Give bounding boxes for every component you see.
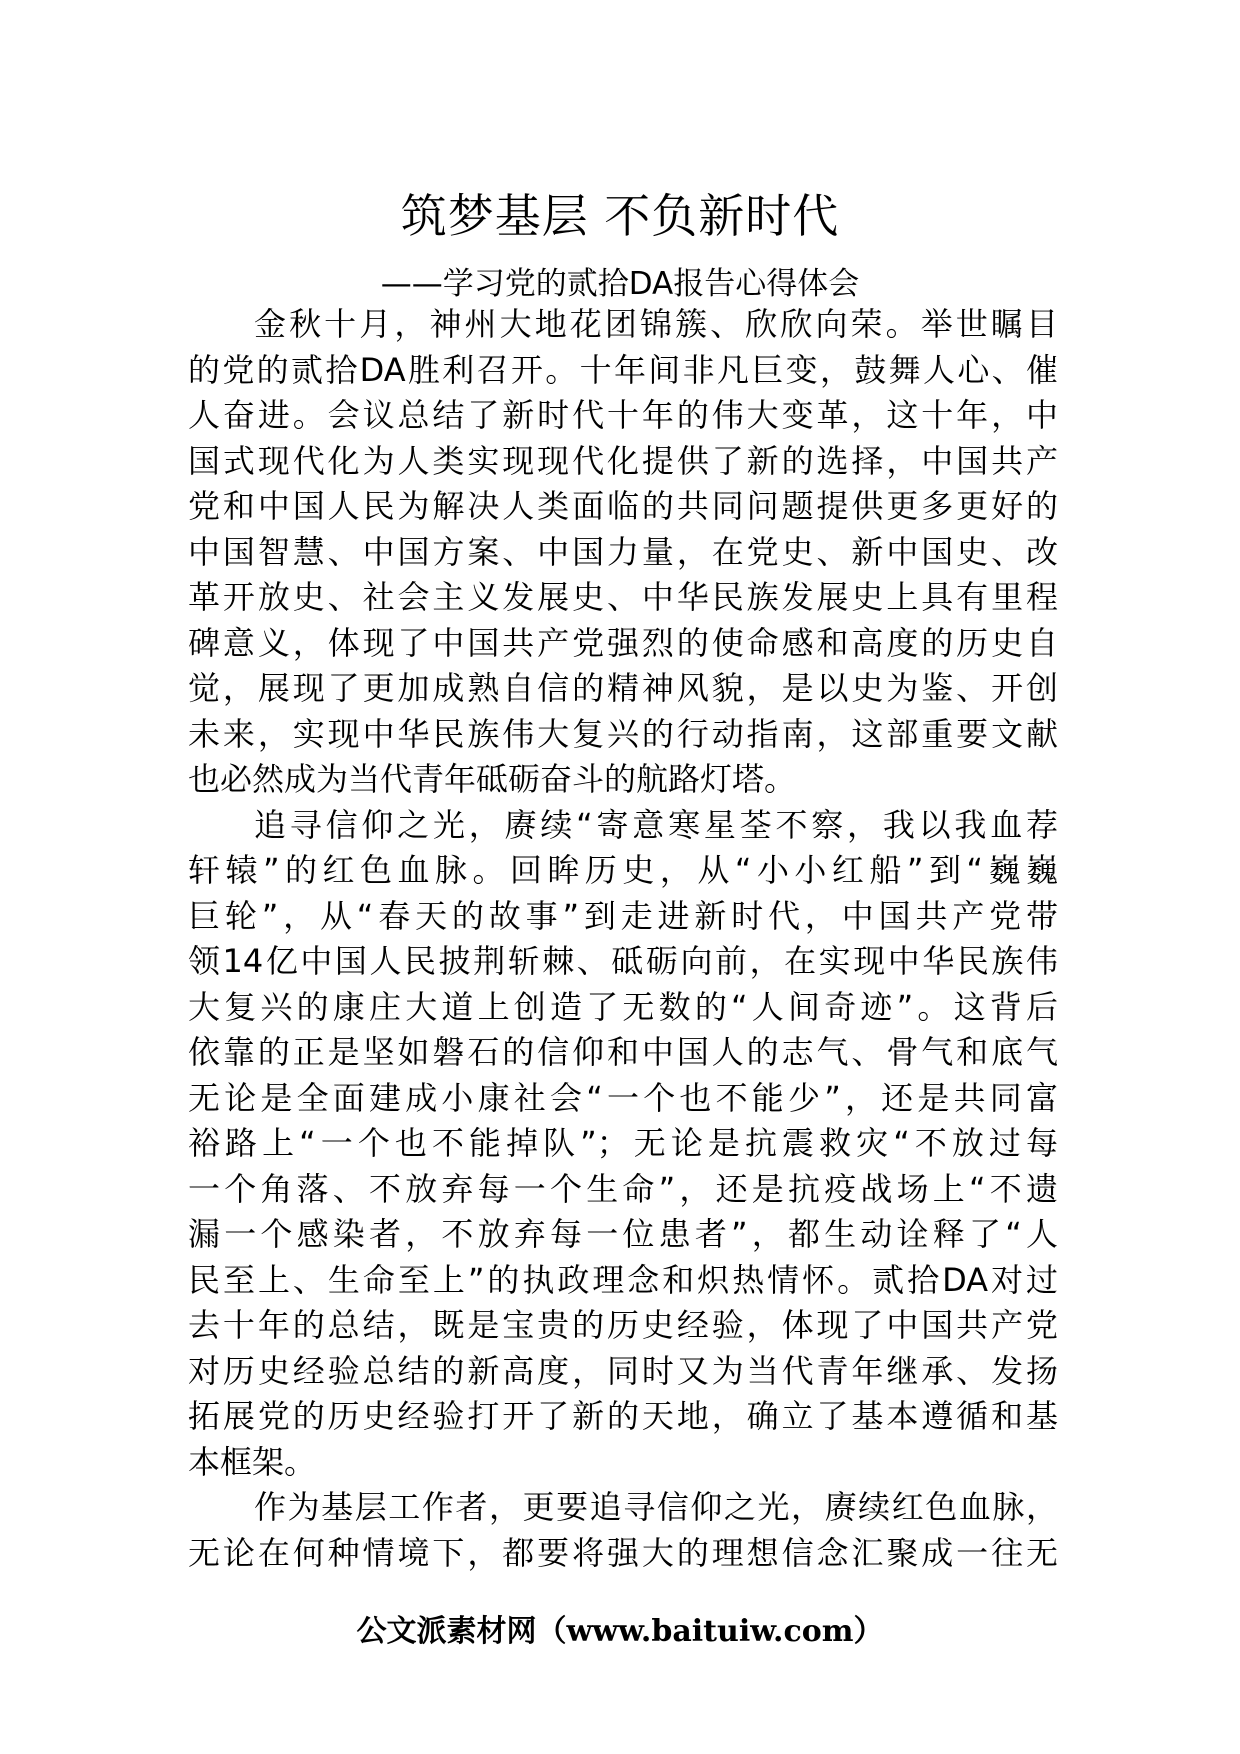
- document-body: [188, 302, 1058, 1576]
- paragraph-1-line: 也必然成为当代青年砥砺奋斗的航路灯塔。: [188, 760, 797, 798]
- paragraph-1-line: 金秋十月，神州大地花团锦簇、欣欣向荣。举世瞩目: [254, 305, 1058, 343]
- paragraph-2-line: 裕路上“一个也不能掉队”；无论是抗震救灾“不放过每: [188, 1124, 1058, 1162]
- document-title: 筑梦基层 不负新时代: [400, 189, 840, 243]
- paragraph-2-line: 无论是全面建成小康社会“一个也不能少”，还是共同富: [188, 1078, 1058, 1117]
- paragraph-2-line: 追寻信仰之光，赓续“寄意寒星荃不察，我以我血荐: [254, 805, 1058, 844]
- paragraph-2-line: 领14亿中国人民披荆斩棘、砥砺向前，在实现中华民族伟: [188, 942, 1058, 980]
- paragraph-2-line: 漏一个感染者，不放弃每一位患者”，都生动诠释了“人: [188, 1215, 1058, 1253]
- document-subtitle: ——学习党的贰拾DA报告心得体会: [380, 266, 860, 302]
- paragraph-1-line: 觉，展现了更加成熟自信的精神风貌，是以史为鉴、开创: [188, 669, 1058, 707]
- paragraph-2-line: 巨轮”，从“春天的故事”到走进新时代，中国共产党带: [188, 896, 1058, 935]
- paragraph-3-line: 作为基层工作者，更要追寻信仰之光，赓续红色血脉，: [254, 1488, 1058, 1526]
- paragraph-3-line: 无论在何种情境下，都要将强大的理想信念汇聚成一往无: [188, 1533, 1058, 1572]
- paragraph-2-line: 依靠的正是坚如磐石的信仰和中国人的志气、骨气和底气: [188, 1033, 1058, 1071]
- paragraph-1-line: 未来，实现中华民族伟大复兴的行动指南，这部重要文献: [188, 714, 1058, 753]
- paragraph-2-line: 一个角落、不放弃每一个生命”，还是抗疫战场上“不遗: [188, 1169, 1058, 1208]
- paragraph-1-line: 国式现代化为人类实现现代化提供了新的选择，中国共产: [188, 441, 1058, 480]
- footer-watermark: 公文派素材网（www.baituiw.com）: [356, 1614, 884, 1649]
- paragraph-1-line: 人奋进。会议总结了新时代十年的伟大变革，这十年，中: [188, 396, 1058, 434]
- paragraph-1-line: 的党的贰拾DA胜利召开。十年间非凡巨变，鼓舞人心、催: [188, 350, 1058, 389]
- paragraph-1-line: 革开放史、社会主义发展史、中华民族发展史上具有里程: [188, 578, 1058, 616]
- paragraph-2-line: 轩辕”的红色血脉。回眸历史，从“小小红船”到“巍巍: [188, 851, 1058, 889]
- paragraph-1-line: 碑意义，体现了中国共产党强烈的使命感和高度的历史自: [188, 623, 1058, 662]
- paragraph-2-line: 对历史经验总结的新高度，同时又为当代青年继承、发扬: [188, 1351, 1058, 1390]
- paragraph-1-line: 党和中国人民为解决人类面临的共同问题提供更多更好的: [188, 487, 1058, 525]
- paragraph-2-line: 拓展党的历史经验打开了新的天地，确立了基本遵循和基: [188, 1397, 1058, 1435]
- paragraph-2-line: 民至上、生命至上”的执政理念和炽热情怀。贰拾DA对过: [188, 1260, 1058, 1299]
- paragraph-1-line: 中国智慧、中国方案、中国力量，在党史、新中国史、改: [188, 532, 1058, 571]
- paragraph-2-line: 大复兴的康庄大道上创造了无数的“人间奇迹”。这背后: [188, 987, 1058, 1026]
- paragraph-2-line: 去十年的总结，既是宝贵的历史经验，体现了中国共产党: [188, 1306, 1058, 1344]
- paragraph-2-line: 本框架。: [188, 1442, 317, 1481]
